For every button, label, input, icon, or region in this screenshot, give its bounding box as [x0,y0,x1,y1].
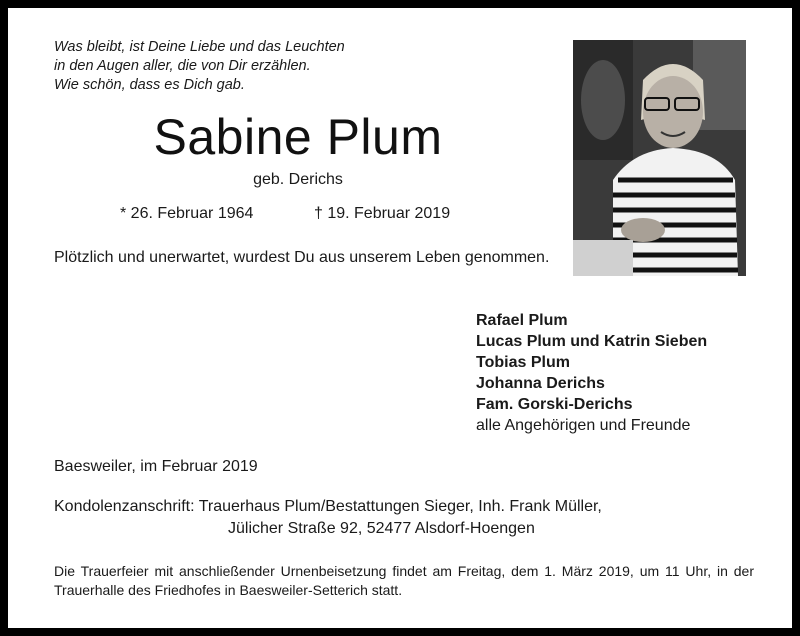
service-notice: Die Trauerfeier mit anschließender Urnenbeisetzung findet am Freitag, dem 1. März 2019, um 11 Uhr, in der Trauerhalle des Friedhofes in Baesweiler-Setterich statt. [54,563,754,598]
mourner: Lucas Plum und Katrin Sieben [476,333,708,350]
deceased-name: Sabine Plum [153,109,443,165]
mourner: Johanna Derichs [476,375,605,392]
mourners-others: alle Angehörigen und Freunde [476,417,691,434]
verse-line: Was bleibt, ist Deine Liebe und das Leuchten [54,39,345,55]
intro-text: Plötzlich und unerwartet, wurdest Du aus unserem Leben genommen. [54,249,550,266]
obituary-card [8,8,792,628]
condolence-address-line2: Jülicher Straße 92, 52477 Alsdorf-Hoengen [228,520,535,537]
mourner: Tobias Plum [476,354,570,371]
verse [54,38,345,95]
portrait-illustration [573,40,746,276]
mourner: Rafael Plum [476,312,568,329]
mourner: Fam. Gorski-Derichs [476,396,633,413]
place-date: Baesweiler, im Februar 2019 [54,458,258,475]
portrait-photo [573,40,746,276]
condolence-address-line1: Kondolenzanschrift: Trauerhaus Plum/Bestattungen Sieger, Inh. Frank Müller, [54,498,602,515]
maiden-name: geb. Derichs [253,171,343,188]
mourners-list [476,310,707,436]
death-date: † 19. Februar 2019 [314,205,451,222]
verse-line: Wie schön, dass es Dich gab. [54,77,245,93]
verse-line: in den Augen aller, die von Dir erzählen. [54,58,311,74]
birth-date: * 26. Februar 1964 [120,205,254,222]
